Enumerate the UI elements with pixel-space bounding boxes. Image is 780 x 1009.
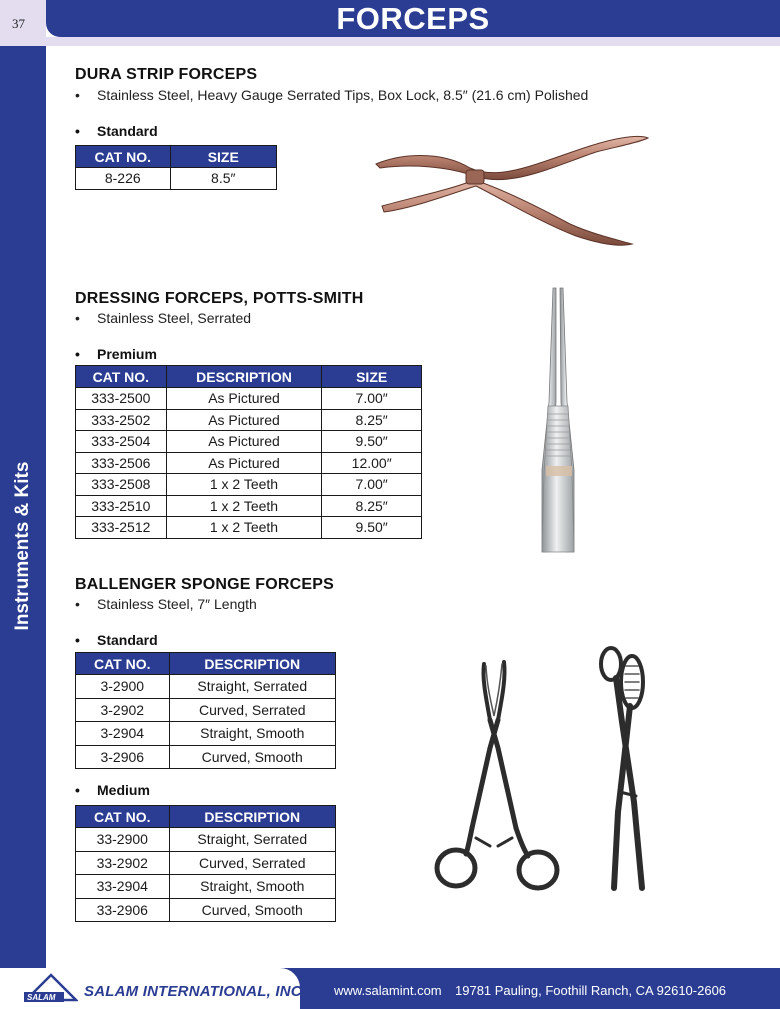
description-cell: 1 x 2 Teeth — [166, 495, 322, 517]
description-cell: As Pictured — [166, 452, 322, 474]
table-header: DESCRIPTION — [169, 653, 335, 675]
ballenger-medium-subheading: • Medium — [75, 782, 150, 798]
cat-no-cell: 333-2504 — [76, 431, 167, 453]
dura-table — [75, 145, 277, 190]
ballenger-standard-table — [75, 652, 336, 769]
cat-no-cell: 3-2902 — [76, 698, 170, 722]
cat-no-cell: 33-2904 — [76, 875, 170, 899]
description-cell: Curved, Smooth — [169, 745, 335, 769]
ballenger-bullet-text: Stainless Steel, 7″ Length — [97, 596, 257, 612]
ballenger-medium-subheading-text: Medium — [97, 782, 150, 798]
size-cell: 7.00″ — [322, 474, 422, 496]
table-row — [76, 495, 422, 517]
size-cell: 8.25″ — [322, 409, 422, 431]
table-header: SIZE — [322, 366, 422, 388]
size-cell: 9.50″ — [322, 431, 422, 453]
ballenger-section-title: BALLENGER SPONGE FORCEPS — [75, 576, 335, 593]
size-cell: 7.00″ — [322, 388, 422, 410]
ballenger-bullet: • Stainless Steel, 7″ Length — [75, 596, 257, 612]
description-cell: As Pictured — [166, 388, 322, 410]
description-cell: As Pictured — [166, 431, 322, 453]
cat-no-cell: 33-2902 — [76, 851, 170, 875]
ballenger-standard-subheading-text: Standard — [97, 632, 158, 648]
table-header: CAT NO. — [76, 653, 170, 675]
header-accent-strip — [46, 37, 780, 46]
page-title: FORCEPS — [336, 1, 490, 36]
cat-no-cell: 333-2500 — [76, 388, 167, 410]
cat-no-cell: 3-2900 — [76, 675, 170, 699]
table-header: DESCRIPTION — [166, 366, 322, 388]
dressing-forceps-image — [536, 282, 582, 558]
company-name: SALAM INTERNATIONAL, INC. — [84, 983, 307, 1000]
company-address: 19781 Pauling, Foothill Ranch, CA 92610-2606 — [455, 983, 727, 998]
logo-mark-text: SALAM — [27, 993, 56, 1002]
size-cell: 9.50″ — [322, 517, 422, 539]
sidebar-label: Instruments & Kits — [12, 461, 33, 631]
ballenger-standard-subheading: • Standard — [75, 632, 158, 648]
dura-bullet: • Stainless Steel, Heavy Gauge Serrated Tips, Box Lock, 8.5″ (21.6 cm) Polished — [75, 87, 589, 103]
description-cell: Straight, Serrated — [169, 828, 335, 852]
size-cell: 8.25″ — [322, 495, 422, 517]
table-row — [76, 409, 422, 431]
table-row — [76, 431, 422, 453]
page-number: 37 — [12, 16, 25, 31]
description-cell: Curved, Serrated — [169, 698, 335, 722]
table-row — [76, 474, 422, 496]
table-row — [76, 851, 336, 875]
cat-no-cell: 333-2508 — [76, 474, 167, 496]
table-row — [76, 388, 422, 410]
cat-no-cell: 3-2904 — [76, 722, 170, 746]
dura-bullet-text: Stainless Steel, Heavy Gauge Serrated Tips, Box Lock, 8.5″ (21.6 cm) Polished — [97, 87, 589, 103]
table-row — [76, 875, 336, 899]
table-row — [76, 675, 336, 699]
description-cell: Straight, Serrated — [169, 675, 335, 699]
description-cell: Straight, Smooth — [169, 875, 335, 899]
table-header: CAT NO. — [76, 806, 170, 828]
size-cell: 8.5″ — [170, 168, 276, 190]
description-cell: 1 x 2 Teeth — [166, 517, 322, 539]
table-row — [76, 168, 277, 190]
potts-table — [75, 365, 422, 539]
description-cell: Straight, Smooth — [169, 722, 335, 746]
cat-no-cell: 3-2906 — [76, 745, 170, 769]
cat-no-cell: 333-2510 — [76, 495, 167, 517]
cat-no-cell: 33-2906 — [76, 898, 170, 922]
potts-section-title: DRESSING FORCEPS, POTTS-SMITH — [75, 290, 364, 307]
cat-no-cell: 333-2506 — [76, 452, 167, 474]
dura-section-title: DURA STRIP FORCEPS — [75, 66, 258, 83]
website-link[interactable]: www.salamint.com — [334, 983, 442, 998]
salam-logo-icon — [24, 972, 78, 1004]
cat-no-cell: 8-226 — [76, 168, 171, 190]
description-cell: 1 x 2 Teeth — [166, 474, 322, 496]
cat-no-cell: 333-2502 — [76, 409, 167, 431]
table-header: DESCRIPTION — [169, 806, 335, 828]
sponge-forceps-front-image — [430, 658, 565, 896]
potts-subheading: • Premium — [75, 346, 157, 362]
cat-no-cell: 333-2512 — [76, 517, 167, 539]
dura-subheading: • Standard — [75, 123, 158, 139]
potts-subheading-text: Premium — [97, 346, 157, 362]
table-row — [76, 745, 336, 769]
table-header: CAT NO. — [76, 366, 167, 388]
sidebar — [0, 46, 46, 968]
table-row — [76, 517, 422, 539]
description-cell: As Pictured — [166, 409, 322, 431]
ballenger-medium-table — [75, 805, 336, 922]
table-row — [76, 828, 336, 852]
description-cell: Curved, Smooth — [169, 898, 335, 922]
dura-subheading-text: Standard — [97, 123, 158, 139]
table-row — [76, 722, 336, 746]
dura-strip-forceps-image — [370, 128, 652, 250]
size-cell: 12.00″ — [322, 452, 422, 474]
potts-bullet: • Stainless Steel, Serrated — [75, 310, 252, 326]
table-row — [76, 452, 422, 474]
cat-no-cell: 33-2900 — [76, 828, 170, 852]
table-row — [76, 698, 336, 722]
header-bar — [46, 0, 780, 37]
table-row — [76, 898, 336, 922]
sponge-forceps-side-image — [596, 642, 656, 894]
potts-bullet-text: Stainless Steel, Serrated — [97, 310, 252, 326]
description-cell: Curved, Serrated — [169, 851, 335, 875]
table-header: CAT NO. — [76, 146, 171, 168]
table-header: SIZE — [170, 146, 276, 168]
